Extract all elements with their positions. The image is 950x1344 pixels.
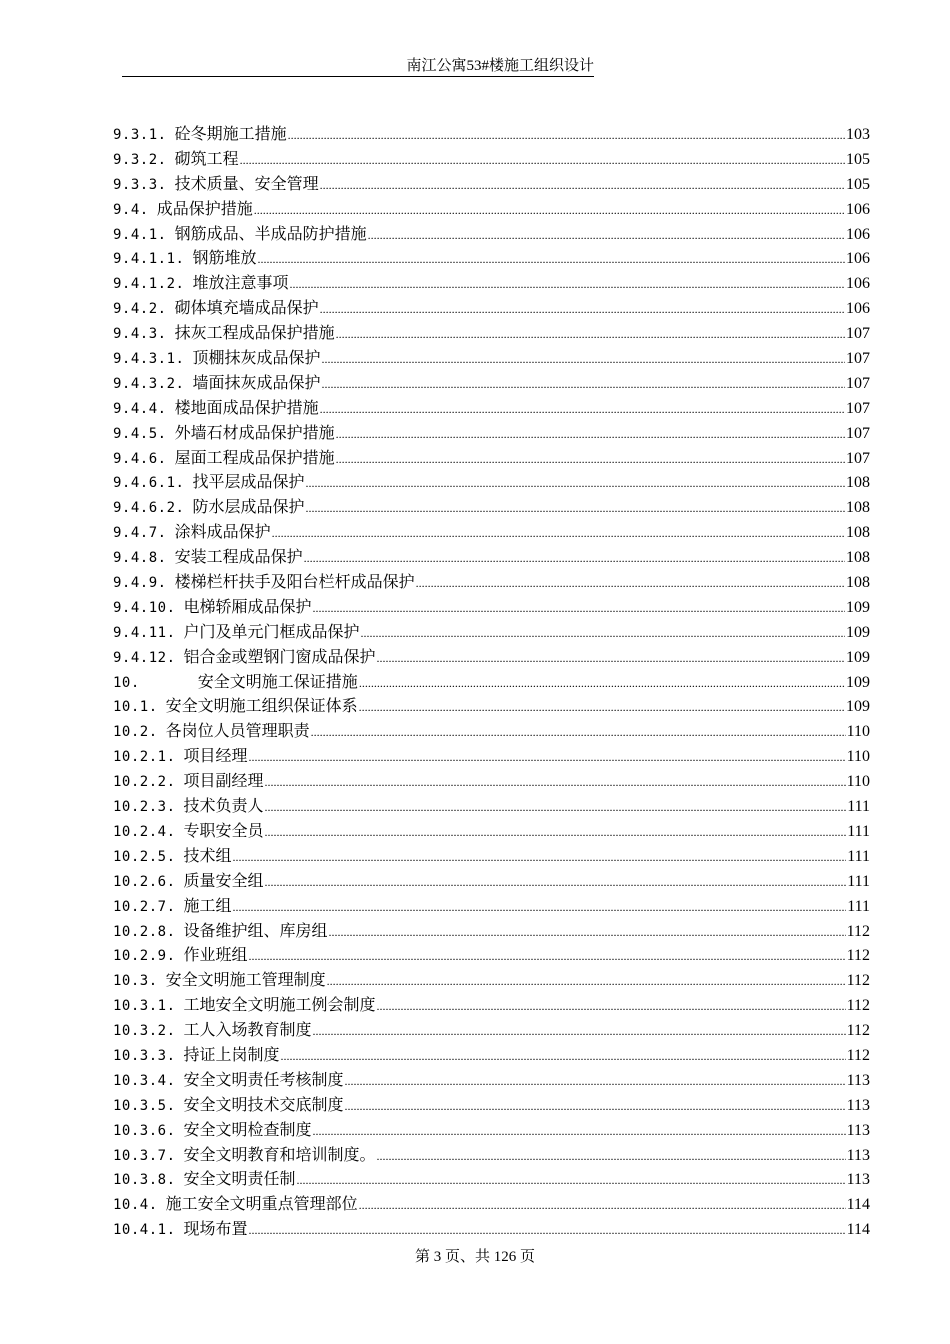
footer-page-number: 第 3 页、共 126 页: [414, 1249, 535, 1265]
toc-entry-number: 10.3.1.: [113, 998, 176, 1015]
toc-dot-leader: [377, 1144, 846, 1169]
toc-entry[interactable]: [113, 620, 870, 645]
toc-entry-title: 安全文明教育和培训制度。: [183, 1144, 376, 1164]
toc-dot-leader: [359, 695, 845, 720]
toc-entry-page: 113: [846, 1121, 870, 1139]
toc-entry[interactable]: [113, 1043, 870, 1068]
toc-entry-page: 112: [846, 997, 870, 1015]
toc-entry-title: 施工组: [183, 895, 232, 915]
toc-entry[interactable]: [113, 570, 870, 595]
toc-dot-leader: [288, 123, 845, 148]
toc-entry-title: 电梯轿厢成品保护: [183, 596, 312, 616]
table-of-contents: [113, 122, 870, 1242]
toc-entry-page: 112: [846, 1022, 870, 1040]
toc-entry-number: 10.3.3.: [113, 1047, 176, 1064]
toc-dot-leader: [233, 845, 847, 870]
toc-dot-leader: [345, 1094, 846, 1119]
toc-entry-page: 109: [846, 698, 870, 716]
toc-entry-title: 砌体填充墙成品保护: [174, 298, 319, 318]
toc-entry[interactable]: [113, 670, 870, 695]
toc-dot-leader: [249, 745, 846, 770]
toc-dot-leader: [297, 1168, 846, 1193]
toc-dot-leader: [289, 272, 845, 297]
toc-entry-title: 屋面工程成品保护措施: [174, 447, 335, 467]
toc-entry-page: 109: [846, 623, 870, 641]
toc-entry[interactable]: [113, 396, 870, 421]
toc-entry-title: 安全文明责任考核制度: [183, 1069, 344, 1089]
toc-entry-title: 安全文明施工组织保证体系: [165, 696, 358, 716]
toc-dot-leader: [321, 347, 845, 372]
toc-dot-leader: [313, 596, 845, 621]
toc-dot-leader: [327, 969, 846, 994]
toc-entry[interactable]: [113, 819, 870, 844]
toc-entry-page: 113: [846, 1171, 870, 1189]
toc-entry-title: 安全文明技术交底制度: [183, 1094, 344, 1114]
toc-entry-number: 9.4.6.1.: [113, 475, 185, 492]
toc-entry-number: 10.2.1.: [113, 749, 176, 766]
toc-entry-page: 114: [846, 1196, 870, 1214]
toc-dot-leader: [281, 1044, 846, 1069]
toc-entry-title: 设备维护组、库房组: [183, 920, 328, 940]
toc-entry-page: 113: [846, 1071, 870, 1089]
toc-entry[interactable]: [113, 919, 870, 944]
toc-dot-leader: [368, 223, 845, 248]
toc-entry[interactable]: [113, 222, 870, 247]
toc-dot-leader: [257, 247, 845, 272]
toc-entry-title: 楼地面成品保护措施: [174, 397, 319, 417]
toc-dot-leader: [320, 297, 845, 322]
toc-entry[interactable]: [113, 346, 870, 371]
toc-entry-number: 9.4.2.: [113, 301, 167, 318]
toc-entry[interactable]: [113, 446, 870, 471]
toc-entry-page: 107: [846, 325, 870, 343]
toc-entry-title: 工人入场教育制度: [183, 1020, 312, 1040]
toc-entry-page: 111: [847, 847, 870, 865]
toc-entry-number: 10.3.: [113, 973, 158, 990]
toc-entry-title: 顶棚抹灰成品保护: [192, 348, 321, 368]
toc-dot-leader: [377, 646, 845, 671]
toc-entry-number: 10.4.1.: [113, 1222, 176, 1239]
toc-entry[interactable]: [113, 371, 870, 396]
toc-entry-number: 10.3.7.: [113, 1147, 176, 1164]
toc-entry-title: 工地安全文明施工例会制度: [183, 995, 376, 1015]
toc-dot-leader: [336, 422, 845, 447]
toc-entry-title: 各岗位人员管理职责: [165, 721, 310, 741]
toc-entry-number: 10.4.: [113, 1197, 158, 1214]
toc-dot-leader: [345, 1069, 846, 1094]
toc-entry-page: 109: [846, 648, 870, 666]
toc-entry-title: 安装工程成品保护: [174, 547, 303, 567]
toc-entry-page: 105: [846, 175, 870, 193]
toc-entry[interactable]: [113, 744, 870, 769]
toc-entry-number: 9.4.10.: [113, 599, 176, 616]
toc-entry[interactable]: [113, 645, 870, 670]
toc-entry-title: 钢筋堆放: [192, 248, 257, 268]
toc-entry-number: 9.4.11.: [113, 624, 176, 641]
toc-entry-number: 9.4.1.2.: [113, 276, 185, 293]
toc-entry-page: 110: [846, 748, 870, 766]
toc-entry-page: 108: [846, 549, 870, 567]
toc-entry-number: 10.3.5.: [113, 1097, 176, 1114]
toc-entry-title: 户门及单元门框成品保护: [183, 621, 360, 641]
toc-entry-page: 106: [846, 250, 870, 268]
toc-entry-number: 10.2.8.: [113, 923, 176, 940]
toc-entry-number: 10.3.8.: [113, 1172, 176, 1189]
toc-entry-title: 安全文明检查制度: [183, 1119, 312, 1139]
toc-entry-title: 找平层成品保护: [192, 472, 305, 492]
toc-entry[interactable]: [113, 321, 870, 346]
toc-entry[interactable]: [113, 894, 870, 919]
toc-entry[interactable]: [113, 869, 870, 894]
toc-dot-leader: [313, 1019, 846, 1044]
toc-entry-page: 111: [847, 872, 870, 890]
toc-entry-page: 111: [847, 822, 870, 840]
toc-entry-page: 108: [846, 574, 870, 592]
toc-entry[interactable]: [113, 296, 870, 321]
toc-entry-page: 112: [846, 947, 870, 965]
toc-dot-leader: [265, 795, 847, 820]
toc-entry-page: 113: [846, 1096, 870, 1114]
toc-entry-title: 成品保护措施: [156, 198, 253, 218]
toc-entry[interactable]: [113, 993, 870, 1018]
toc-dot-leader: [336, 322, 845, 347]
toc-entry[interactable]: [113, 1143, 870, 1168]
toc-entry-page: 111: [847, 798, 870, 816]
toc-entry-number: 10.2.2.: [113, 774, 176, 791]
toc-dot-leader: [249, 944, 846, 969]
toc-entry[interactable]: [113, 844, 870, 869]
toc-entry-number: 9.4.3.1.: [113, 351, 185, 368]
toc-entry-number: 9.3.3.: [113, 176, 167, 193]
toc-entry-number: 10.3.4.: [113, 1072, 176, 1089]
toc-entry-number: 9.4.3.2.: [113, 375, 185, 392]
toc-dot-leader: [240, 148, 845, 173]
toc-entry-page: 110: [846, 773, 870, 791]
toc-entry-number: 10.3.6.: [113, 1122, 176, 1139]
toc-dot-leader: [305, 496, 845, 521]
toc-entry-title: 防水层成品保护: [192, 497, 305, 517]
toc-entry[interactable]: [113, 943, 870, 968]
toc-entry-title: 施工安全文明重点管理部位: [165, 1194, 358, 1214]
toc-entry-number: 10.2.6.: [113, 873, 176, 890]
toc-entry-title: 持证上岗制度: [183, 1044, 280, 1064]
toc-dot-leader: [265, 870, 847, 895]
toc-dot-leader: [233, 895, 847, 920]
toc-entry-title: 技术质量、安全管理: [174, 173, 319, 193]
toc-dot-leader: [265, 820, 847, 845]
toc-entry-number: 10.2.5.: [113, 848, 176, 865]
toc-entry-page: 107: [846, 449, 870, 467]
toc-entry-page: 107: [846, 424, 870, 442]
toc-entry-title: 楼梯栏杆扶手及阳台栏杆成品保护: [174, 572, 415, 592]
toc-entry-number: 9.4.8.: [113, 550, 167, 567]
toc-entry-number: 9.4.6.2.: [113, 500, 185, 517]
toc-entry-title: 抹灰工程成品保护措施: [174, 323, 335, 343]
toc-entry-page: 110: [846, 723, 870, 741]
toc-entry-number: 9.3.1.: [113, 127, 167, 143]
toc-entry-page: 106: [846, 300, 870, 318]
toc-dot-leader: [321, 372, 845, 397]
toc-entry[interactable]: [113, 495, 870, 520]
header-title: 南江公寓53#楼施工组织设计: [406, 58, 594, 74]
toc-entry[interactable]: [113, 694, 870, 719]
toc-entry-title: 钢筋成品、半成品防护措施: [174, 223, 367, 243]
toc-entry[interactable]: [113, 1192, 870, 1217]
toc-entry-title: 技术组: [183, 845, 232, 865]
page-footer: [0, 1247, 950, 1267]
toc-entry-title: 安全文明施工管理制度: [165, 970, 326, 990]
toc-entry-number: 9.4.4.: [113, 400, 167, 417]
toc-entry-number: 10.2.9.: [113, 948, 176, 965]
toc-entry-number: 9.3.2.: [113, 151, 167, 168]
toc-dot-leader: [254, 198, 845, 223]
toc-entry-page: 106: [846, 225, 870, 243]
toc-entry[interactable]: [113, 520, 870, 545]
toc-entry-page: 112: [846, 922, 870, 940]
toc-dot-leader: [272, 521, 845, 546]
toc-entry[interactable]: [113, 1118, 870, 1143]
toc-entry-title: 涂料成品保护: [174, 522, 271, 542]
toc-entry[interactable]: [113, 421, 870, 446]
toc-entry-page: 113: [846, 1146, 870, 1164]
toc-dot-leader: [313, 1119, 846, 1144]
toc-entry-title: 项目经理: [183, 746, 248, 766]
toc-entry-page: 106: [846, 200, 870, 218]
toc-entry[interactable]: [113, 147, 870, 172]
toc-entry-page: 109: [846, 673, 870, 691]
toc-entry[interactable]: [113, 172, 870, 197]
toc-entry-number: 9.4.5.: [113, 425, 167, 442]
toc-entry-title: 现场布置: [183, 1219, 248, 1239]
toc-dot-leader: [336, 447, 845, 472]
toc-entry[interactable]: [113, 122, 870, 147]
page-header: [122, 56, 594, 77]
toc-entry-title: 安全文明施工保证措施: [197, 671, 358, 691]
toc-dot-leader: [416, 571, 845, 596]
toc-entry-page: 108: [846, 474, 870, 492]
toc-entry-number: 10.2.3.: [113, 799, 176, 816]
toc-entry-page: 114: [846, 1221, 870, 1239]
toc-entry-title: 墙面抹灰成品保护: [192, 372, 321, 392]
toc-entry[interactable]: [113, 470, 870, 495]
toc-entry[interactable]: [113, 794, 870, 819]
toc-entry[interactable]: [113, 1217, 870, 1242]
toc-dot-leader: [304, 546, 845, 571]
toc-entry[interactable]: [113, 968, 870, 993]
toc-entry-number: 9.4.3.: [113, 326, 167, 343]
toc-entry-page: 111: [847, 897, 870, 915]
toc-dot-leader: [320, 173, 845, 198]
toc-entry[interactable]: [113, 197, 870, 222]
toc-dot-leader: [305, 471, 845, 496]
toc-entry-title: 外墙石材成品保护措施: [174, 422, 335, 442]
toc-entry[interactable]: [113, 545, 870, 570]
toc-entry-number: 10.2.4.: [113, 823, 176, 840]
toc-entry[interactable]: [113, 246, 870, 271]
toc-entry-page: 112: [846, 1046, 870, 1064]
toc-entry-number: 10.2.7.: [113, 898, 176, 915]
toc-entry-number: 10.1.: [113, 699, 158, 716]
toc-entry-page: 108: [846, 499, 870, 517]
toc-entry[interactable]: [113, 271, 870, 296]
toc-dot-leader: [361, 621, 845, 646]
toc-entry-title: 技术负责人: [183, 796, 264, 816]
toc-entry-number: 10.3.2.: [113, 1023, 176, 1040]
toc-entry[interactable]: [113, 719, 870, 744]
toc-entry[interactable]: [113, 769, 870, 794]
toc-entry-page: 107: [846, 350, 870, 368]
toc-entry-page: 107: [846, 374, 870, 392]
toc-entry-page: 109: [846, 598, 870, 616]
toc-dot-leader: [320, 397, 845, 422]
toc-entry[interactable]: [113, 1068, 870, 1093]
toc-entry-title: 铝合金或塑钢门窗成品保护: [183, 646, 376, 666]
toc-entry[interactable]: [113, 1093, 870, 1118]
toc-entry-page: 105: [846, 150, 870, 168]
toc-entry-number: 9.4.1.1.: [113, 251, 185, 268]
toc-entry-title: 专职安全员: [183, 820, 264, 840]
toc-dot-leader: [311, 720, 846, 745]
toc-entry-number: 9.4.12.: [113, 649, 176, 666]
toc-entry-title: 堆放注意事项: [192, 273, 289, 293]
toc-entry-number: 9.4.6.: [113, 450, 167, 467]
toc-entry-page: 103: [846, 126, 870, 143]
toc-entry-title: 质量安全组: [183, 870, 264, 890]
toc-entry-number: 9.4.7.: [113, 525, 167, 542]
toc-entry-page: 108: [846, 524, 870, 542]
toc-entry-number: 10.2.: [113, 724, 158, 741]
toc-entry[interactable]: [113, 1167, 870, 1192]
toc-dot-leader: [377, 994, 846, 1019]
toc-entry[interactable]: [113, 1018, 870, 1043]
toc-entry-title: 安全文明责任制: [183, 1169, 296, 1189]
toc-entry-number: 9.4.1.: [113, 226, 167, 243]
toc-entry-title: 作业班组: [183, 945, 248, 965]
toc-entry-title: 砌筑工程: [174, 148, 239, 168]
toc-dot-leader: [249, 1218, 846, 1243]
toc-dot-leader: [265, 770, 846, 795]
toc-dot-leader: [329, 920, 846, 945]
toc-entry-page: 106: [846, 275, 870, 293]
toc-entry[interactable]: [113, 595, 870, 620]
toc-entry-title: 项目副经理: [183, 771, 264, 791]
toc-entry-number: 10.: [113, 674, 140, 691]
toc-dot-leader: [359, 671, 845, 696]
toc-entry-title: 砼冬期施工措施: [174, 124, 287, 143]
toc-entry-number: 9.4.: [113, 201, 149, 218]
toc-entry-page: 107: [846, 399, 870, 417]
toc-dot-leader: [359, 1193, 846, 1218]
toc-entry-number: 9.4.9.: [113, 575, 167, 592]
toc-entry-page: 112: [846, 972, 870, 990]
